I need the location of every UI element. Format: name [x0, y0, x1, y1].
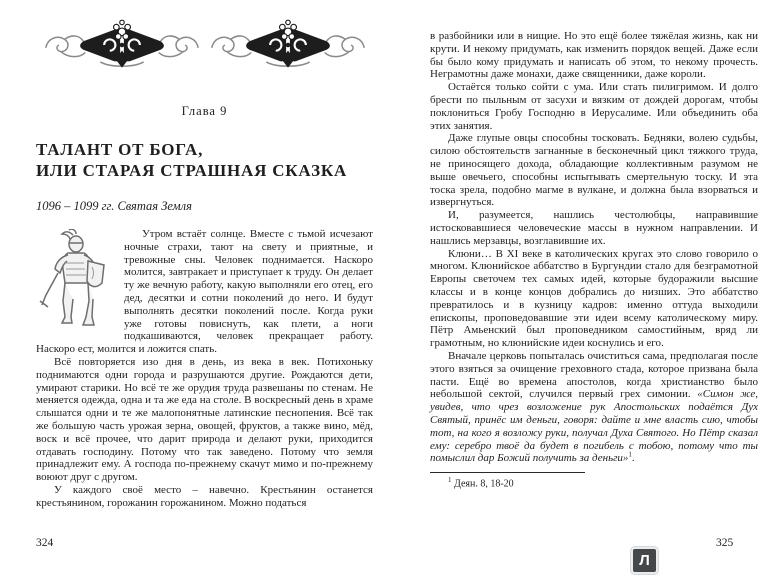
right-page-body [430, 30, 758, 465]
paragraph: Вначале церковь попыталась очиститься сама, предполагая после этого взяться за очищение греховного стада, которое призвана была пасти. Ещё во времена апостолов, когда христианство было небольшой сектой, случился первый грех симонии. «Симон же, увидев, что чрез возложение рук Апостольских подаётся Дух Святый, принёс им деньги, говоря: дайте и мне власть сию, чтобы тот, на кого я возложу руки, получал Духа Святого. Но Пётр сказал ему: серебро твоё да будет в погибель с тобою, потому что ты помыслил дар Божий получить за деньги»$^1$. [430, 349, 758, 465]
footnote-reference: Деян. 8, 18-20 [451, 478, 514, 490]
right-page [430, 30, 758, 489]
chapter-title-line2: ИЛИ СТАРАЯ СТРАШНАЯ СКАЗКА [36, 161, 348, 180]
paragraph: У каждого своё место – навечно. Крестьянин останется крестьянином, горожанин горожанином. Можно податься [36, 483, 373, 509]
chapter-title-line1: ТАЛАНТ ОТ БОГА, [36, 140, 204, 159]
flourish-ornament-icon [208, 17, 368, 73]
left-page-body [36, 228, 373, 510]
paragraph: Остаётся только сойти с ума. Или стать пилигримом. И долго брести по пыльным от засухи и вязким от дождей дорогам, чтобы поклониться Гробу Господню в Иерусалиме. Или объединить оба этих занятия. [430, 81, 758, 132]
paragraph: Даже глупые овцы способны тосковать. Бедняки, волею судьбы, силою обстоятельств загнанные в бесконечный цикл тяжкого труда, не приносящего дохода, обладающие коллективным разумом не выше овечьего, способны испытывать смертельную тоску. И эта тоска зрела, подобно магме в вулкане, и должна была взорваться и извергнуться. [430, 132, 758, 209]
header-ornament [36, 14, 373, 76]
paragraph: Утром встаёт солнце. Вместе с тьмой исчезают ночные страхи, тают на свету и приятные, и тревожные сны. Человек поднимается. Наскоро молится, завтракает и приступает к труду. Он делает ту же вечную работу, какую выполняли его отец, его дед, десятки и сотни поколений до него. И будут выполнять десятки поколений после. Когда руки уже готовы повиснуть, как плети, а ноги подкашиваются, человек прекращает работу. Наскоро ест, молится и ложится спать. [36, 228, 373, 356]
footnote [430, 472, 758, 489]
footnote-rule [430, 472, 585, 473]
paragraph: Клюни… В XI веке в католических кругах это слово говорило о многом. Клюнийское аббатство в Бургундии стало для безграмотной Европы светочем тех самых идей, которые будоражили высшие классы и в конце концов добрались до низших. Это аббатство превратилось и в кузницу кадров: именно оттуда выходили епископы, проповедовавшие эти идеи всему католическому миру. Пётр Амьенский был проповедником самостийным, вряд ли грамотным, но клюнийские идеи коснулись и его. [430, 247, 758, 350]
labirint-logo: Л [631, 547, 658, 574]
flourish-ornament-icon [42, 17, 202, 73]
footnote-text [430, 476, 758, 489]
paragraph: в разбойники или в нищие. Но это ещё более тяжёлая жизнь, как ни крути. И некому придумать, как изменить порядок вещей. Даже если бы было кому придумать и написать об этом, то некому прочесть. Неграмотны даже монахи, даже священники, даже короли. [430, 30, 758, 81]
paragraph: И, разумеется, нашлись честолюбцы, направившие истосковавшиеся человеческие массы в нужном направлении. И нашлись мерзавцы, возглавившие их. [430, 209, 758, 247]
chapter-label: Глава 9 [181, 104, 228, 118]
knight-illustration-icon [36, 229, 116, 331]
left-page [36, 14, 373, 510]
chapter-subtitle: 1096 – 1099 гг. Святая Земля [36, 199, 192, 213]
page-number-left: 324 [36, 537, 54, 549]
paragraph: Всё повторяется изо дня в день, из века в век. Потихоньку поднимаются одни города и разрушаются другие. Рождаются дети, умирают старики. Но всё те же орудия труда развешаны по стенам. Не меняется одежда, одна и та же еда на столе. В воскресный день в храме слышатся одни и те же малопонятные латинские песнопения. Всё так же большую часть урожая зерна, овощей, фруктов, а также вино, мёд, воск и всё прочее, что дарит природа и делают руки, приходится отдавать господину. Потому что так заведено. Потому что земля принадлежит ему. А господа по-прежнему скачут мимо и по-прежнему воюют друг с другом. [36, 355, 373, 484]
chapter-title [36, 139, 373, 181]
footnote-marker: 1 [448, 476, 452, 485]
page-number-right: 325 [716, 537, 734, 549]
